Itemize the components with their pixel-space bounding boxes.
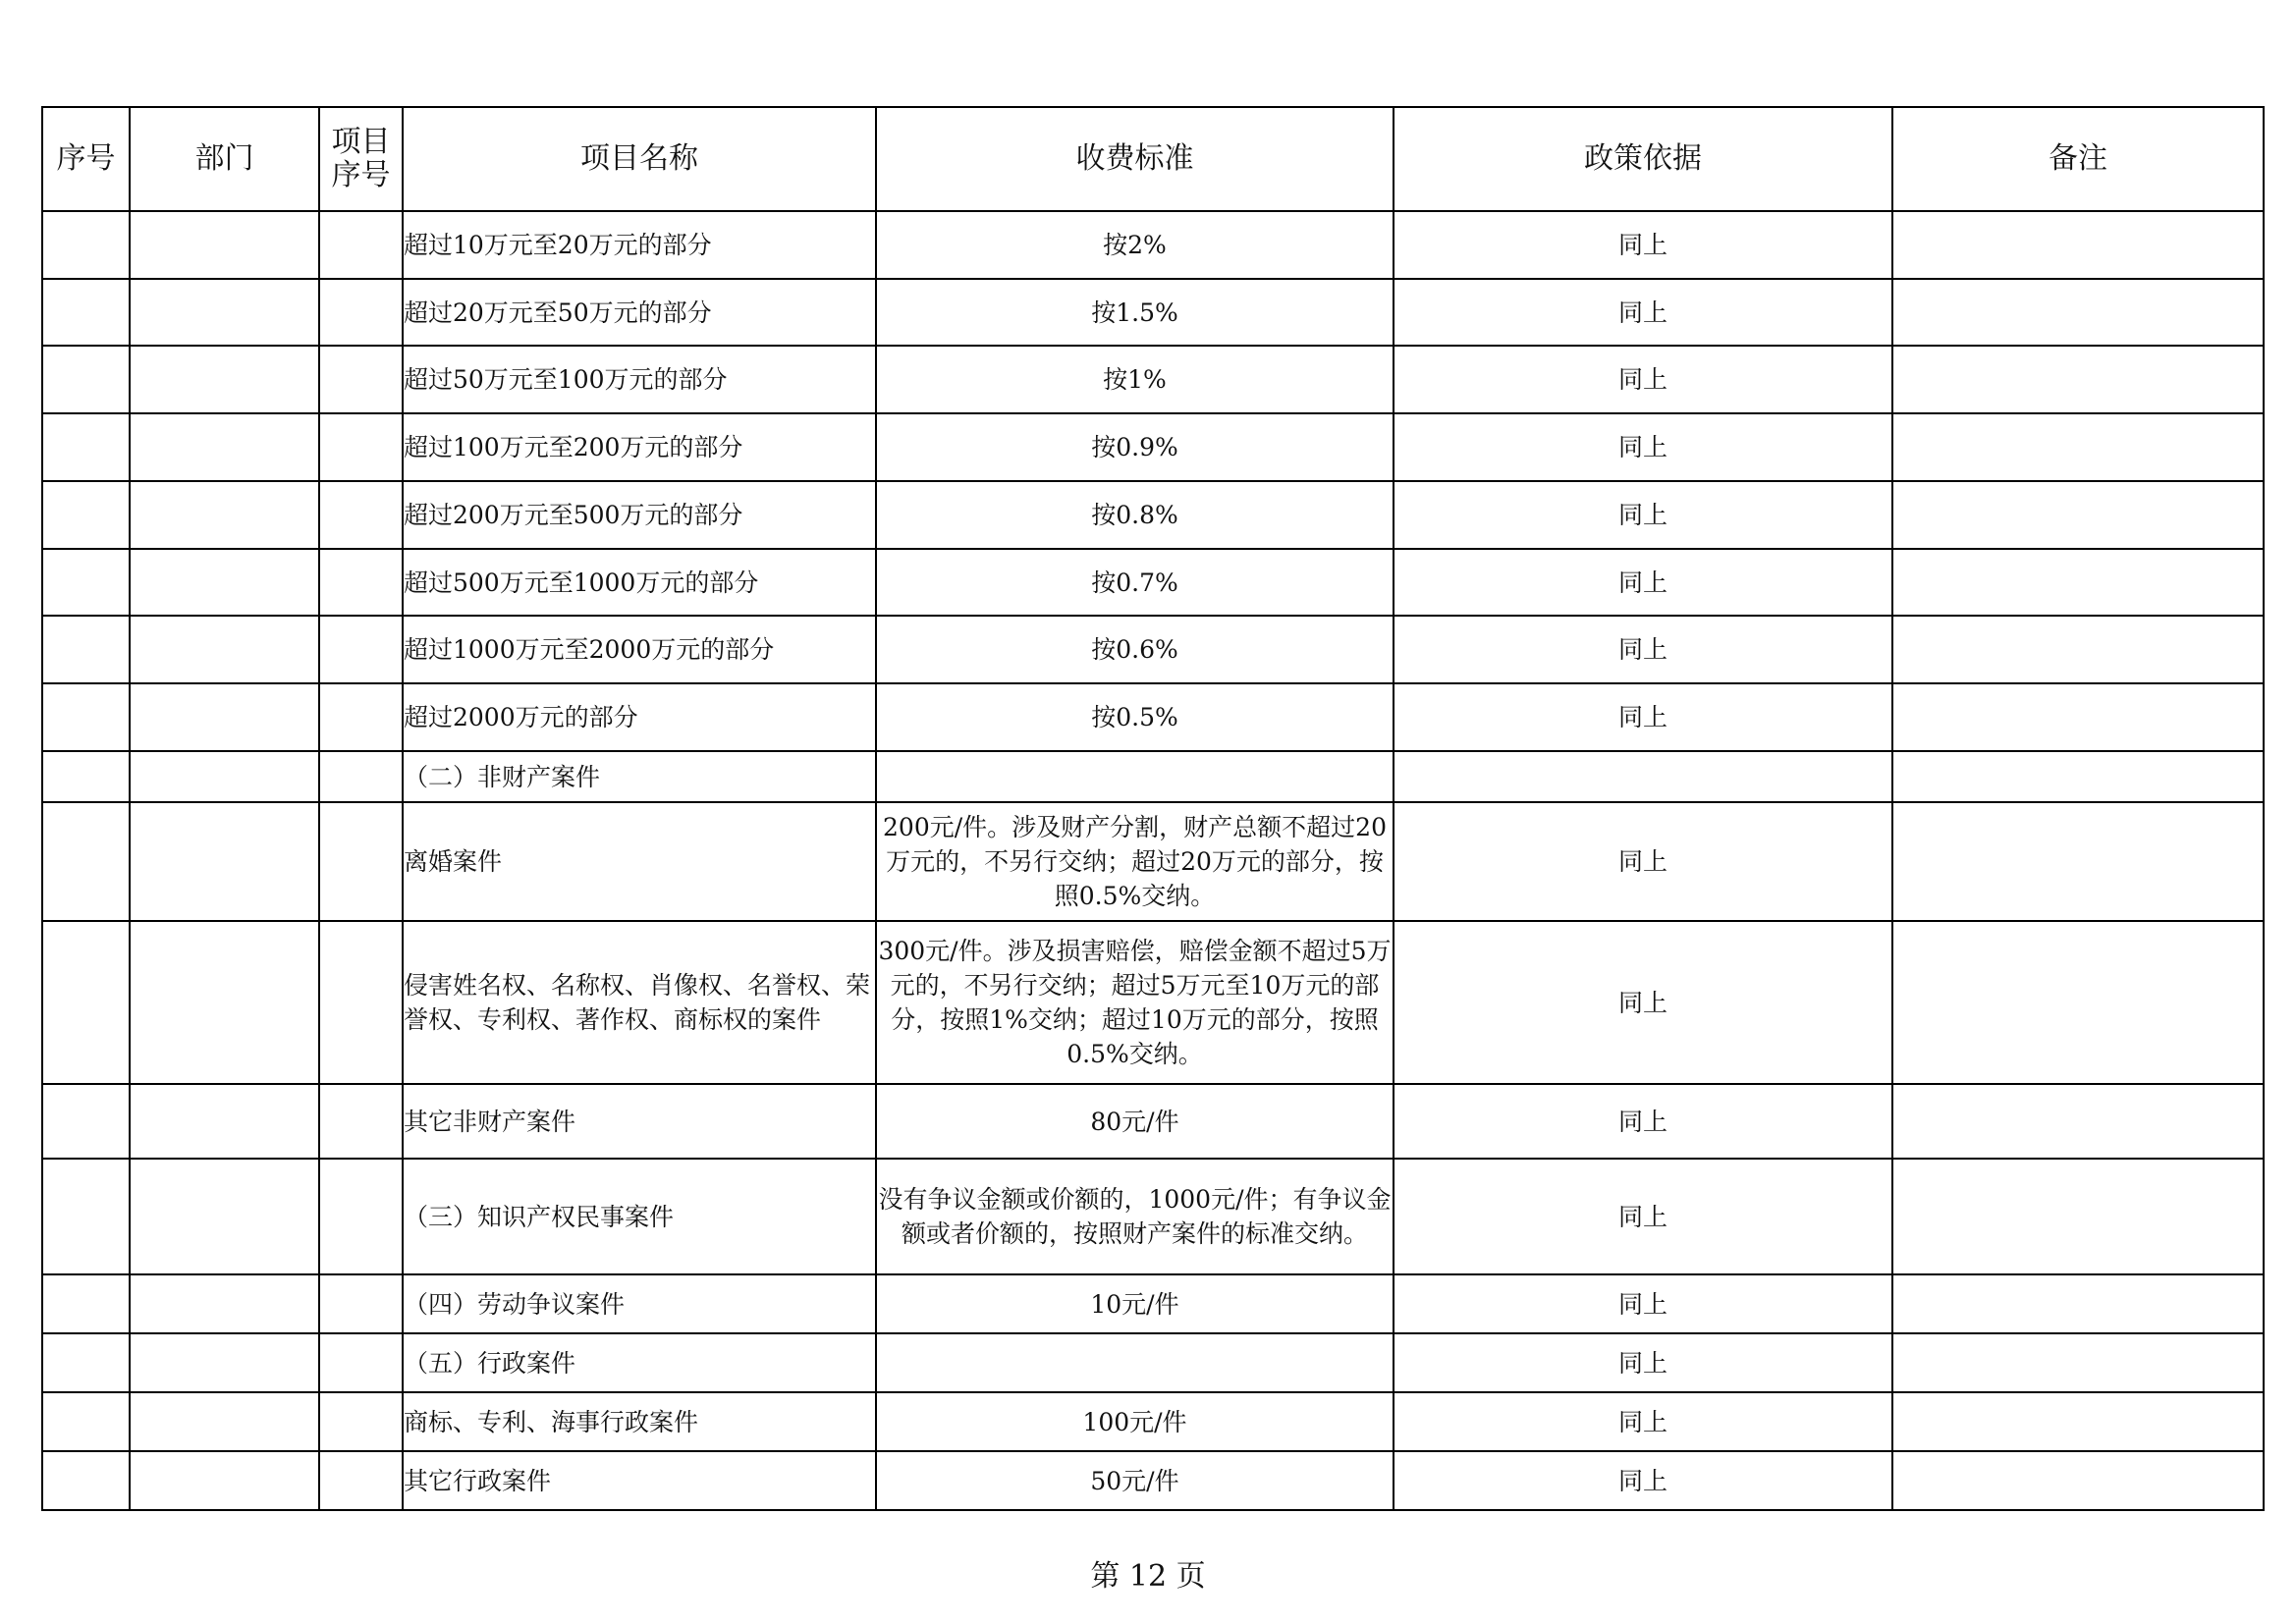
table-row	[42, 1084, 2264, 1159]
table-row	[42, 549, 2264, 616]
seq-cell	[42, 1084, 130, 1159]
seq-cell	[42, 1451, 130, 1510]
item-name-cell: 超过100万元至200万元的部分	[403, 413, 876, 481]
fee-standard-cell: 按0.6%	[876, 616, 1394, 683]
fee-standard-cell: 按1%	[876, 346, 1394, 413]
section-row	[42, 751, 2264, 802]
fee-standard-cell: 50元/件	[876, 1451, 1394, 1510]
fee-standard-cell: 300元/件。涉及损害赔偿，赔偿金额不超过5万元的，不另行交纳；超过5万元至10万元的部分，按照1%交纳；超过10万元的部分，按照0.5%交纳。	[876, 921, 1394, 1084]
remarks-cell	[1892, 549, 2264, 616]
dept-cell	[130, 346, 319, 413]
fee-standard-cell: 没有争议金额或价额的，1000元/件；有争议金额或者价额的，按照财产案件的标准交纳。	[876, 1159, 1394, 1274]
remarks-cell	[1892, 413, 2264, 481]
item-name-cell: 其它行政案件	[403, 1451, 876, 1510]
item-seq-cell	[319, 616, 403, 683]
seq-cell	[42, 1392, 130, 1451]
policy-basis-cell: 同上	[1394, 1333, 1892, 1392]
seq-cell	[42, 346, 130, 413]
remarks-cell	[1892, 751, 2264, 802]
dept-cell	[130, 549, 319, 616]
table-row	[42, 211, 2264, 279]
item-name-cell: 超过2000万元的部分	[403, 683, 876, 751]
dept-cell	[130, 1084, 319, 1159]
item-seq-cell	[319, 683, 403, 751]
dept-cell	[130, 279, 319, 346]
dept-cell	[130, 1274, 319, 1333]
seq-cell	[42, 413, 130, 481]
policy-basis-cell: 同上	[1394, 921, 1892, 1084]
remarks-cell	[1892, 481, 2264, 549]
fee-standard-cell: 按0.9%	[876, 413, 1394, 481]
policy-basis-cell: 同上	[1394, 683, 1892, 751]
dept-cell	[130, 751, 319, 802]
policy-basis-cell: 同上	[1394, 1274, 1892, 1333]
item-seq-cell	[319, 1392, 403, 1451]
table-row	[42, 481, 2264, 549]
dept-cell	[130, 802, 319, 921]
fee-standard-cell: 10元/件	[876, 1274, 1394, 1333]
seq-cell	[42, 1159, 130, 1274]
seq-cell	[42, 1274, 130, 1333]
seq-cell	[42, 802, 130, 921]
table-row	[42, 1392, 2264, 1451]
seq-cell	[42, 211, 130, 279]
item-name-cell: 超过50万元至100万元的部分	[403, 346, 876, 413]
seq-cell	[42, 683, 130, 751]
table-row	[42, 802, 2264, 921]
remarks-cell	[1892, 346, 2264, 413]
col-header-item-seq	[319, 107, 403, 211]
section-heading-cell: （二）非财产案件	[403, 751, 876, 802]
section-row	[42, 1274, 2264, 1333]
fee-standard-cell	[876, 1333, 1394, 1392]
fee-standard-cell: 按2%	[876, 211, 1394, 279]
remarks-cell	[1892, 921, 2264, 1084]
col-header-policy-basis: 政策依据	[1394, 107, 1892, 211]
dept-cell	[130, 921, 319, 1084]
item-name-cell: 商标、专利、海事行政案件	[403, 1392, 876, 1451]
item-seq-cell	[319, 346, 403, 413]
dept-cell	[130, 1333, 319, 1392]
dept-cell	[130, 413, 319, 481]
table-row	[42, 413, 2264, 481]
seq-cell	[42, 1333, 130, 1392]
table-row	[42, 616, 2264, 683]
item-seq-cell	[319, 1333, 403, 1392]
table-row	[42, 346, 2264, 413]
remarks-cell	[1892, 1084, 2264, 1159]
policy-basis-cell: 同上	[1394, 481, 1892, 549]
fee-standard-cell: 按0.7%	[876, 549, 1394, 616]
fee-standard-cell: 按0.8%	[876, 481, 1394, 549]
policy-basis-cell: 同上	[1394, 549, 1892, 616]
item-seq-cell	[319, 921, 403, 1084]
policy-basis-cell: 同上	[1394, 211, 1892, 279]
remarks-cell	[1892, 683, 2264, 751]
table-row	[42, 279, 2264, 346]
policy-basis-cell: 同上	[1394, 802, 1892, 921]
dept-cell	[130, 683, 319, 751]
policy-basis-cell: 同上	[1394, 346, 1892, 413]
col-header-dept: 部门	[130, 107, 319, 211]
remarks-cell	[1892, 1333, 2264, 1392]
remarks-cell	[1892, 1451, 2264, 1510]
col-header-fee-standard: 收费标准	[876, 107, 1394, 211]
item-name-cell: 超过20万元至50万元的部分	[403, 279, 876, 346]
policy-basis-cell: 同上	[1394, 1084, 1892, 1159]
item-seq-cell	[319, 413, 403, 481]
section-heading-cell: （五）行政案件	[403, 1333, 876, 1392]
item-name-cell: 超过200万元至500万元的部分	[403, 481, 876, 549]
dept-cell	[130, 1159, 319, 1274]
header-row	[42, 107, 2264, 211]
section-row	[42, 1159, 2264, 1274]
remarks-cell	[1892, 616, 2264, 683]
policy-basis-cell: 同上	[1394, 413, 1892, 481]
item-seq-cell	[319, 279, 403, 346]
fee-standard-cell	[876, 751, 1394, 802]
remarks-cell	[1892, 211, 2264, 279]
item-seq-cell	[319, 751, 403, 802]
col-header-item-seq-line2: 序号	[331, 158, 391, 192]
seq-cell	[42, 481, 130, 549]
dept-cell	[130, 1451, 319, 1510]
seq-cell	[42, 751, 130, 802]
seq-cell	[42, 279, 130, 346]
policy-basis-cell: 同上	[1394, 1159, 1892, 1274]
dept-cell	[130, 211, 319, 279]
item-seq-cell	[319, 1159, 403, 1274]
policy-basis-cell: 同上	[1394, 616, 1892, 683]
remarks-cell	[1892, 802, 2264, 921]
fee-standard-cell: 200元/件。涉及财产分割，财产总额不超过20万元的，不另行交纳；超过20万元的部分，按照0.5%交纳。	[876, 802, 1394, 921]
table-row	[42, 1451, 2264, 1510]
table-row	[42, 921, 2264, 1084]
item-name-cell: 离婚案件	[403, 802, 876, 921]
col-header-seq: 序号	[42, 107, 130, 211]
fee-schedule-table	[41, 106, 2265, 1511]
item-name-cell: 超过1000万元至2000万元的部分	[403, 616, 876, 683]
seq-cell	[42, 921, 130, 1084]
seq-cell	[42, 616, 130, 683]
section-row	[42, 1333, 2264, 1392]
item-seq-cell	[319, 802, 403, 921]
item-seq-cell	[319, 481, 403, 549]
fee-standard-cell: 按0.5%	[876, 683, 1394, 751]
col-header-item-seq-line1: 项目	[331, 125, 391, 159]
item-seq-cell	[319, 1451, 403, 1510]
dept-cell	[130, 616, 319, 683]
item-seq-cell	[319, 1274, 403, 1333]
item-name-cell: 超过10万元至20万元的部分	[403, 211, 876, 279]
seq-cell	[42, 549, 130, 616]
remarks-cell	[1892, 1392, 2264, 1451]
table-row	[42, 683, 2264, 751]
remarks-cell	[1892, 1159, 2264, 1274]
item-name-cell: 其它非财产案件	[403, 1084, 876, 1159]
item-name-cell: 侵害姓名权、名称权、肖像权、名誉权、荣誉权、专利权、著作权、商标权的案件	[403, 921, 876, 1084]
fee-standard-cell: 按1.5%	[876, 279, 1394, 346]
dept-cell	[130, 481, 319, 549]
item-name-cell: 超过500万元至1000万元的部分	[403, 549, 876, 616]
item-seq-cell	[319, 211, 403, 279]
dept-cell	[130, 1392, 319, 1451]
policy-basis-cell: 同上	[1394, 1392, 1892, 1451]
section-heading-cell: （三）知识产权民事案件	[403, 1159, 876, 1274]
fee-standard-cell: 100元/件	[876, 1392, 1394, 1451]
section-heading-cell: （四）劳动争议案件	[403, 1274, 876, 1333]
col-header-remarks: 备注	[1892, 107, 2264, 211]
item-seq-cell	[319, 1084, 403, 1159]
policy-basis-cell	[1394, 751, 1892, 802]
item-seq-cell	[319, 549, 403, 616]
policy-basis-cell: 同上	[1394, 279, 1892, 346]
fee-standard-cell: 80元/件	[876, 1084, 1394, 1159]
page-number: 第 12 页	[1090, 1559, 1206, 1594]
remarks-cell	[1892, 279, 2264, 346]
policy-basis-cell: 同上	[1394, 1451, 1892, 1510]
remarks-cell	[1892, 1274, 2264, 1333]
col-header-item-name: 项目名称	[403, 107, 876, 211]
